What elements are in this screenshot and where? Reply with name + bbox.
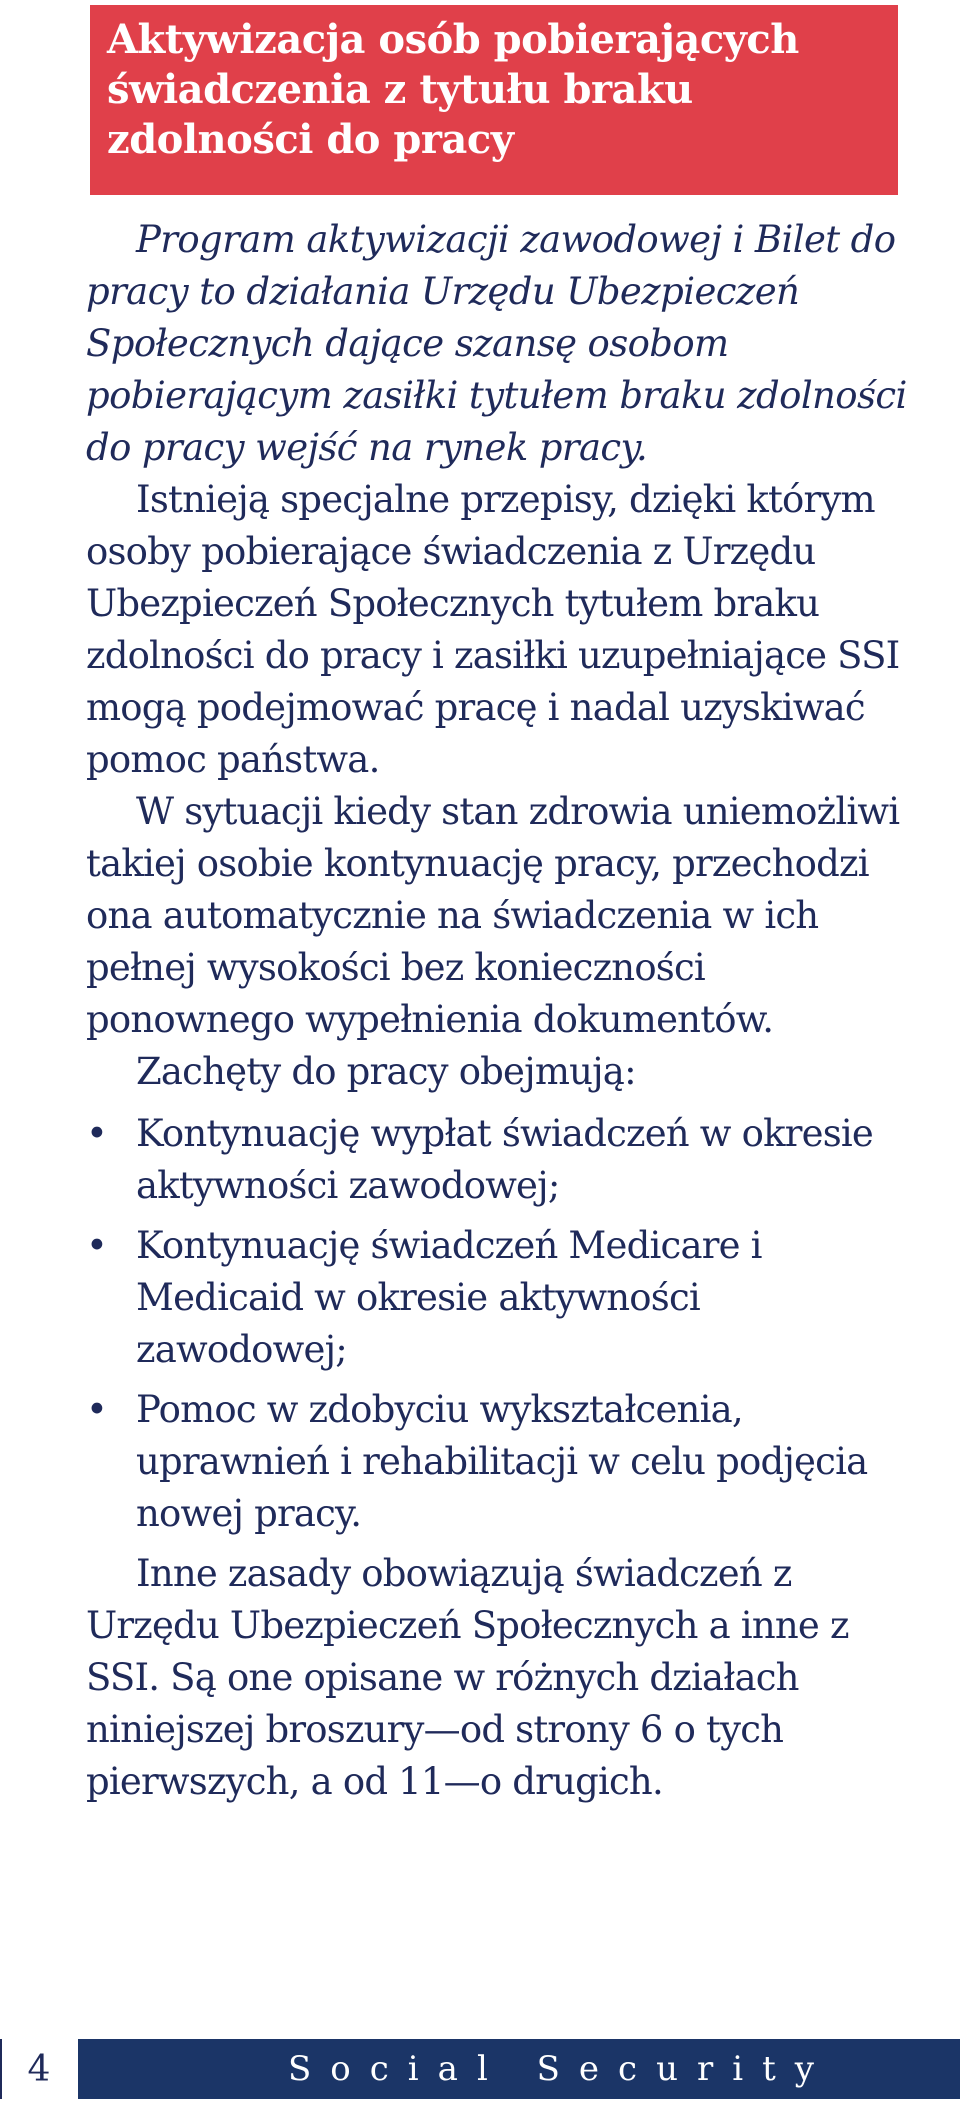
special-rules-paragraph: Istnieją specjalne przepisy, dzięki którym osoby pobierające świadczenia z Urzędu Ubezpieczeń Społecznych tytułem braku zdolności do pracy i zasiłki uzupełniające SSI mogą podejmować pracę i nadal uzyskiwać pomoc państwa. xyxy=(86,478,900,781)
intro-paragraph: Program aktywizacji zawodowej i Bilet do pracy to działania Urzędu Ubezpieczeń Społecznych dające szansę osobom pobierającym zasiłki tytułem braku zdolności do pracy wejść na rynek pracy. xyxy=(86,218,907,469)
bullet-icon: • xyxy=(86,1388,108,1431)
list-item-text: Pomoc w zdobyciu wykształcenia, uprawnień i rehabilitacji w celu podjęcia nowej pracy. xyxy=(136,1388,868,1535)
incentives-intro: Zachęty do pracy obejmują: xyxy=(136,1050,636,1093)
brand-name: Social Security xyxy=(288,2049,833,2089)
list-item xyxy=(86,1220,916,1376)
closing-paragraph: Inne zasady obowiązują świadczeń z Urzędu Ubezpieczeń Społecznych a inne z SSI. Są one opisane w różnych działach niniejszej broszury—od strony 6 o tych pierwszych, a od 11—o drugich. xyxy=(86,1552,849,1803)
page-title: Aktywizacja osób pobierających świadczenia z tytułu braku zdolności do pracy xyxy=(107,16,799,163)
article-body xyxy=(86,214,916,1808)
incentives-list xyxy=(86,1108,916,1540)
title-banner xyxy=(90,5,898,195)
list-item-text: Kontynuację świadczeń Medicare i Medicaid w okresie aktywności zawodowej; xyxy=(136,1224,762,1371)
page-number: 4 xyxy=(0,2039,76,2099)
health-situation-paragraph: W sytuacji kiedy stan zdrowia uniemożliwi takiej osobie kontynuację pracy, przechodzi ona automatycznie na świadczenia w ich pełnej wysokości bez konieczności ponownego wypełnienia dokumentów. xyxy=(86,790,900,1041)
list-item xyxy=(86,1384,916,1540)
list-item-text: Kontynuację wypłat świadczeń w okresie aktywności zawodowej; xyxy=(136,1112,874,1207)
page-footer xyxy=(0,2039,960,2099)
footer-bar xyxy=(78,2039,960,2099)
list-item xyxy=(86,1108,916,1212)
bullet-icon: • xyxy=(86,1112,108,1155)
bullet-icon: • xyxy=(86,1224,108,1267)
